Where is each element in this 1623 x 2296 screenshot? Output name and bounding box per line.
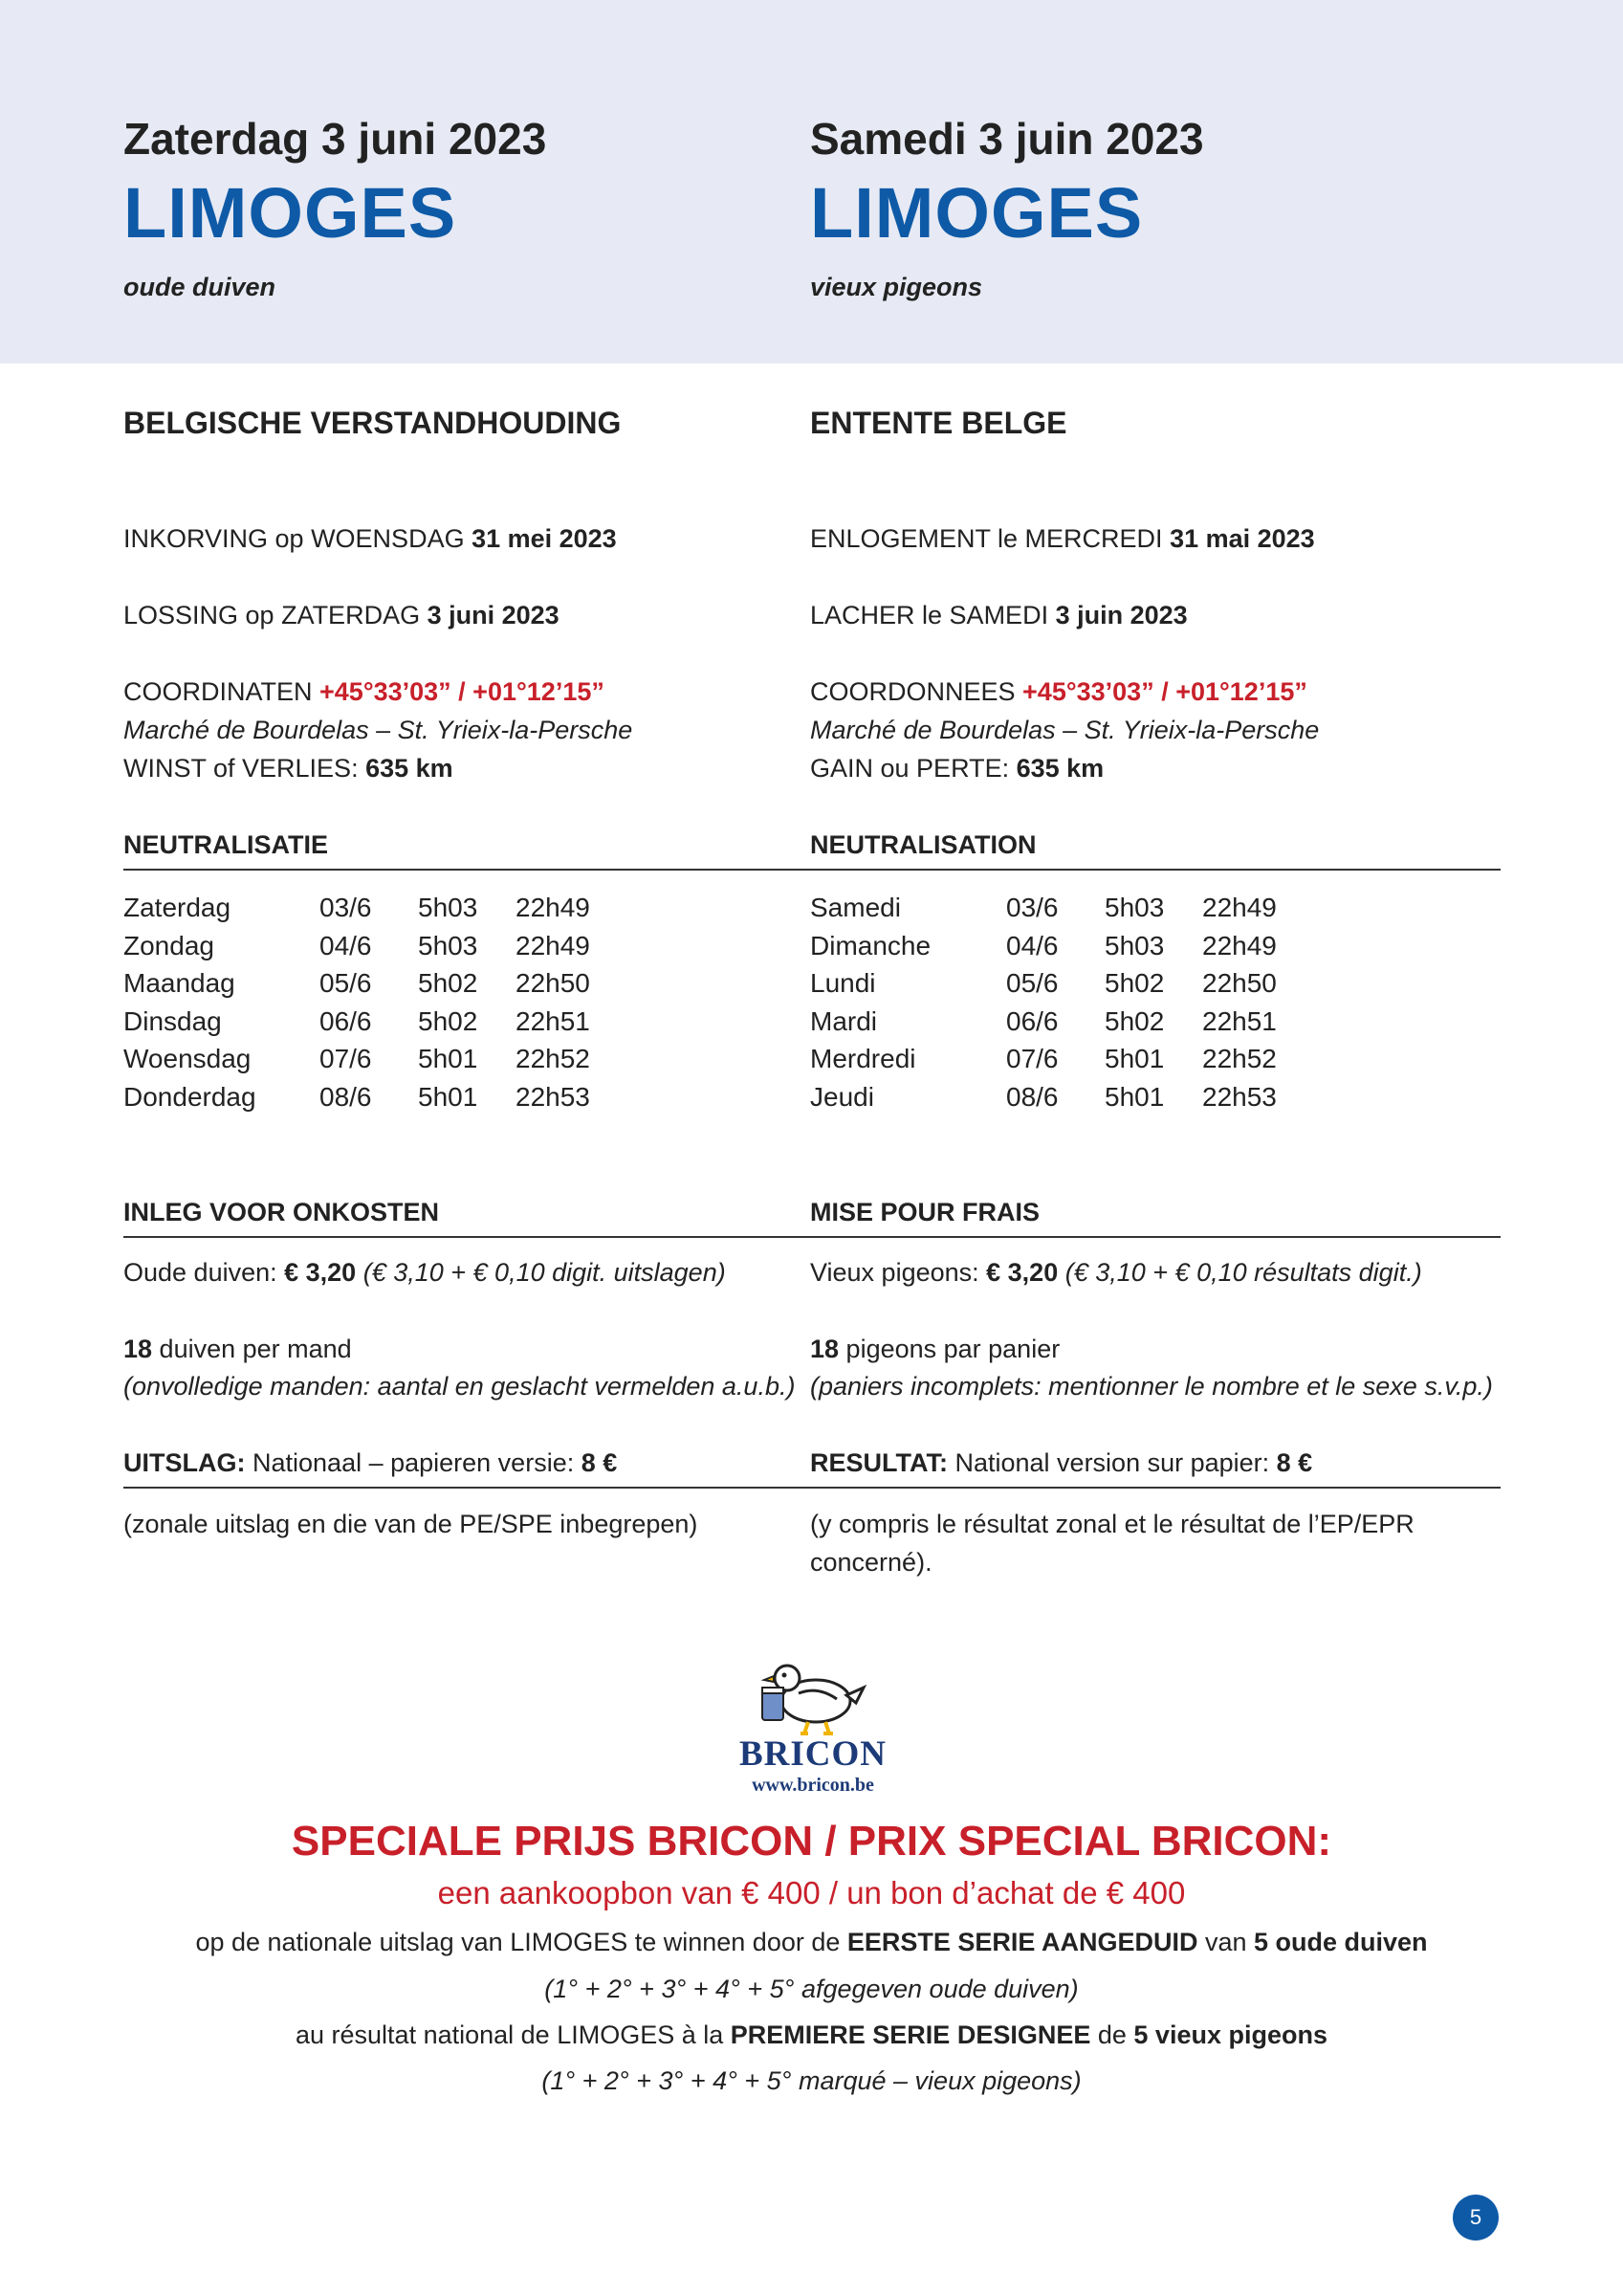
- race-city: LIMOGES: [810, 173, 1144, 253]
- neutralisation-row: Woensdag 07/6 5h01 22h52: [123, 1044, 590, 1073]
- release-line: LACHER le SAMEDI 3 juin 2023: [810, 601, 1188, 629]
- result-line: RESULTAT: National version sur papier: 8 €: [810, 1448, 1313, 1477]
- fee-line: Vieux pigeons: € 3,20 (€ 3,10 + € 0,10 résultats digit.): [810, 1258, 1422, 1287]
- divider: [123, 1236, 810, 1238]
- result-note: (y compris le résultat zonal et le résultat de l’EP/EPR: [810, 1510, 1415, 1538]
- neutralisation-title: NEUTRALISATION: [810, 830, 1037, 859]
- per-basket-line: 18 pigeons par panier: [810, 1335, 1061, 1363]
- distance-line: GAIN ou PERTE: 635 km: [810, 754, 1105, 783]
- divider: [123, 1487, 810, 1489]
- prize-subtitle: een aankoopbon van € 400 / un bon d’achat de € 400: [437, 1875, 1186, 1910]
- brand-name: BRICON: [738, 1734, 888, 1774]
- brand-url: www.bricon.be: [752, 1775, 874, 1796]
- race-city: LIMOGES: [123, 173, 457, 253]
- neutralisation-row: Donderdag 08/6 5h01 22h53: [123, 1082, 590, 1112]
- divider: [810, 869, 1501, 871]
- fees-title: INLEG VOOR ONKOSTEN: [123, 1198, 440, 1226]
- basketing-line: INKORVING op WOENSDAG 31 mei 2023: [123, 524, 617, 553]
- race-category: vieux pigeons: [810, 273, 983, 301]
- neutralisation-row: Merdredi 07/6 5h01 22h52: [810, 1044, 1277, 1073]
- neutralisation-row: Zaterdag 03/6 5h03 22h49: [123, 893, 590, 922]
- result-note: (zonale uitslag en die van de PE/SPE inbegrepen): [123, 1510, 698, 1538]
- release-line: LOSSING op ZATERDAG 3 juni 2023: [123, 601, 559, 629]
- neutralisation-row: Dinsdag 06/6 5h02 22h51: [123, 1006, 590, 1036]
- release-location: Marché de Bourdelas – St. Yrieix-la-Persche: [123, 716, 633, 744]
- prize-condition-nl: op de nationale uitslag van LIMOGES te winnen door de EERSTE SERIE AANGEDUID van 5 oude duiven: [195, 1928, 1428, 1956]
- result-line: UITSLAG: Nationaal – papieren versie: 8 €: [123, 1448, 618, 1477]
- race-category: oude duiven: [123, 273, 276, 301]
- neutralisation-title: NEUTRALISATIE: [123, 830, 328, 859]
- neutralisation-row: Dimanche 04/6 5h03 22h49: [810, 931, 1277, 960]
- divider: [810, 1487, 1501, 1489]
- prize-condition-fr: au résultat national de LIMOGES à la PREMIERE SERIE DESIGNEE de 5 vieux pigeons: [296, 2020, 1327, 2049]
- per-basket-note: (onvolledige manden: aantal en geslacht vermelden a.u.b.): [123, 1372, 796, 1401]
- organisation-title: ENTENTE BELGE: [810, 406, 1067, 440]
- fee-line: Oude duiven: € 3,20 (€ 3,10 + € 0,10 digit. uitslagen): [123, 1258, 726, 1287]
- column-dutch: [123, 0, 796, 1626]
- neutralisation-row: Mardi 06/6 5h02 22h51: [810, 1006, 1277, 1036]
- distance-line: WINST of VERLIES: 635 km: [123, 754, 453, 783]
- neutralisation-row: Jeudi 08/6 5h01 22h53: [810, 1082, 1277, 1112]
- organisation-title: BELGISCHE VERSTANDHOUDING: [123, 406, 622, 440]
- page-number: 5: [1453, 2195, 1499, 2241]
- neutralisation-row: Lundi 05/6 5h02 22h50: [810, 968, 1277, 998]
- neutralisation-row: Zondag 04/6 5h03 22h49: [123, 931, 590, 960]
- coordinates-line: COORDINATEN +45°33’03” / +01°12’15”: [123, 677, 604, 706]
- prize-note-nl: (1° + 2° + 3° + 4° + 5° afgegeven oude duiven): [544, 1975, 1079, 2003]
- per-basket-line: 18 duiven per mand: [123, 1335, 352, 1363]
- race-date: Zaterdag 3 juni 2023: [123, 114, 547, 164]
- fees-title: MISE POUR FRAIS: [810, 1198, 1041, 1226]
- neutralisation-row: Maandag 05/6 5h02 22h50: [123, 968, 590, 998]
- column-french: [810, 0, 1493, 1626]
- prize-title: SPECIALE PRIJS BRICON / PRIX SPECIAL BRICON:: [291, 1818, 1332, 1865]
- result-note: concerné).: [810, 1548, 932, 1577]
- coordinates-line: COORDONNEES +45°33’03” / +01°12’15”: [810, 677, 1307, 706]
- prize-note-fr: (1° + 2° + 3° + 4° + 5° marqué – vieux pigeons): [541, 2066, 1082, 2095]
- neutralisation-row: Samedi 03/6 5h03 22h49: [810, 893, 1277, 922]
- basketing-line: ENLOGEMENT le MERCREDI 31 mai 2023: [810, 524, 1315, 553]
- per-basket-note: (paniers incomplets: mentionner le nombre et le sexe s.v.p.): [810, 1372, 1493, 1401]
- divider: [810, 1236, 1501, 1238]
- race-date: Samedi 3 juin 2023: [810, 114, 1204, 164]
- divider: [123, 869, 810, 871]
- release-location: Marché de Bourdelas – St. Yrieix-la-Persche: [810, 716, 1320, 744]
